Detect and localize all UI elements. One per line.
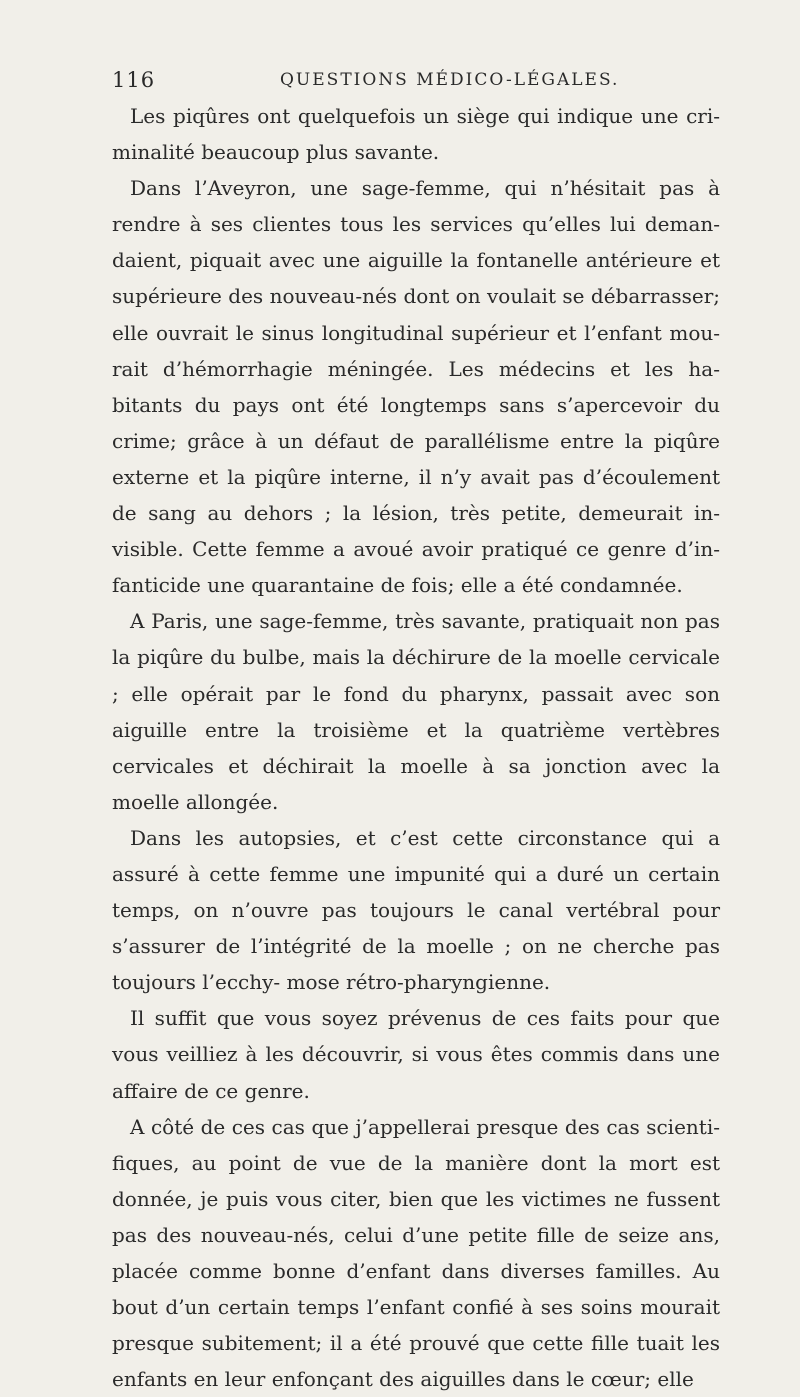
paragraph: Les piqûres ont quelquefois un siège qui indique une cri- minalité beaucoup plus savante. [112, 104, 720, 165]
paragraph: A côté de ces cas que j’appellerai presque des cas scienti- fiques, au point de vue de la manière dont la mort est donnée, je puis vous citer, bien que les victimes ne fussent pas des nouveau-nés, celui d’une petite fille de seize ans, placée comme bonne d’enfant dans diverses familles. Au bout d’un certain temps l’enfant confié à ses soins mourait presque subitement; il a été prouvé que cette fille tuait les enfants en leur enfonçant des aiguilles dans le cœur; elle [112, 1114, 720, 1392]
paragraph: Il suffit que vous soyez prévenus de ces faits pour que vous veilliez à les découvrir, si vous êtes commis dans une affaire de ce genre. [112, 1006, 720, 1103]
page-number: 116 [112, 68, 156, 92]
paragraph: Dans les autopsies, et c’est cette circonstance qui a assuré à cette femme une impunité qui a duré un certain temps, on n’ouvre pas toujours le canal vertébral pour s’assurer de l’intégrité de la moelle ; on ne cherche pas toujours l’ecchy- mose rétro-pharyngienne. [112, 825, 720, 995]
paragraph: A Paris, une sage-femme, très savante, pratiquait non pas la piqûre du bulbe, mais la déchirure de la moelle cervicale ; elle opérait par le fond du pharynx, passait avec son aiguille entre la troisième et la quatrième vertèbres cervicales et déchirait la moelle à sa jonction avec la moelle allongée. [112, 609, 720, 814]
running-title: QUESTIONS MÉDICO-LÉGALES. [280, 70, 620, 90]
body-text [112, 98, 720, 1397]
running-head [112, 48, 720, 92]
paragraph: Dans l’Aveyron, une sage-femme, qui n’hésitait pas à rendre à ses clientes tous les services qu’elles lui deman- daient, piquait avec une aiguille la fontanelle antérieure et supérieure des nouveau-nés dont on voulait se débarrasser; elle ouvrait le sinus longitudinal supérieur et l’enfant mou- rait d’hémorrhagie méningée. Les médecins et les ha- bitants du pays ont été longtemps sans s’apercevoir du crime; grâce à un défaut de parallélisme entre la piqûre externe et la piqûre interne, il n’y avait pas d’écoulement de sang au dehors ; la lésion, très petite, demeurait in- visible. Cette femme a avoué avoir pratiqué ce genre d’in- fanticide une quarantaine de fois; elle a été condamnée. [112, 176, 720, 598]
